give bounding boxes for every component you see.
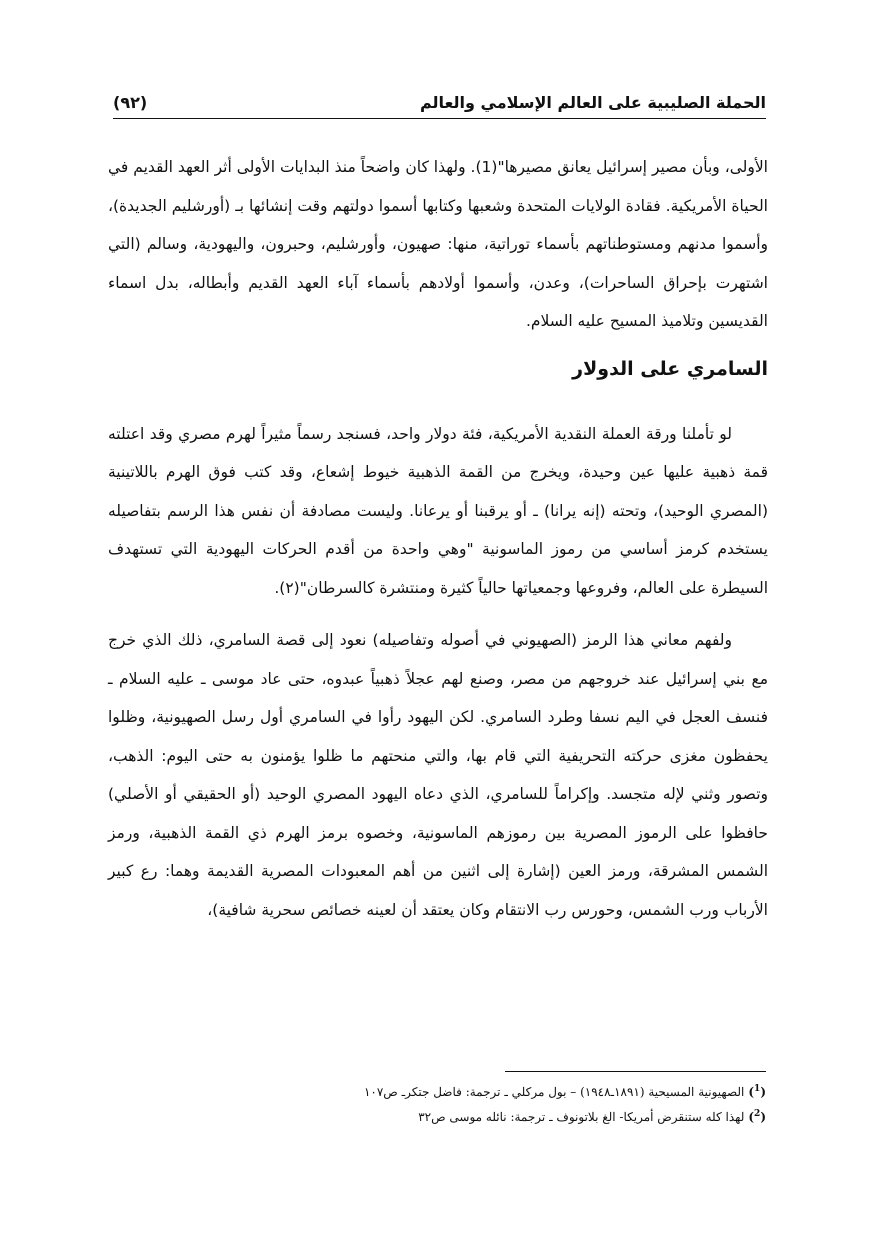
- footnotes: [200, 1078, 766, 1128]
- footnote-text: لهذا كله ستنقرض أمريكا- الغ بلاتونوف ـ ترجمة: نائله موسى ص٣٢: [418, 1110, 745, 1124]
- paragraph-continuation: الأولى، وبأن مصير إسرائيل يعانق مصيرها"(1). ولهذا كان واضحاً منذ البدايات الأولى أثر العهد القديم في الحياة الأمريكية. فقادة الولايات المتحدة وشعبها وكتابها أسموا دولتهم وقت إنشائها بـ (أورشليم الجديدة)، وأسموا مدنهم ومستوطناتهم بأسماء توراتية، منها: صهيون، وأورشليم، وحبرون، واليهودية، وسالم (التي اشتهرت بإحراق الساحرات)، وعدن، وأسموا أولادهم بأسماء آباء العهد القديم وأبطاله، بدل اسماء القديسين وتلاميذ المسيح عليه السلام.: [108, 158, 768, 330]
- section-heading: السامري على الدولار: [572, 357, 768, 380]
- paragraph-spacer: [108, 607, 768, 621]
- footnote-marker: ($^2$): [748, 1109, 766, 1124]
- footnote-2: [200, 1103, 766, 1128]
- footnote-marker: ($^1$): [748, 1084, 766, 1099]
- book-title: الحملة الصليبية على العالم الإسلامي والعالم: [419, 92, 766, 112]
- running-header: [113, 88, 766, 119]
- footnote-1: [200, 1078, 766, 1103]
- body-text: [108, 148, 768, 929]
- paragraph-dollar-symbol: لو تأملنا ورقة العملة النقدية الأمريكية، فئة دولار واحد، فسنجد رسماً مثيراً لهرم مصري وقد اعتلته قمة ذهبية عليها عين وحيدة، ويخرج من القمة الذهبية خيوط إشعاع، وقد كتب فوق الهرم باللاتينية (المصري الوحيد)، وتحته (إنه يرانا) ـ أو يرقبنا أو يرعانا. وليست مصادفة أن نفس هذا الرسم بتفاصيله يستخدم كرمز أساسي من رموز الماسونية "وهي واحدة من أقدم الحركات اليهودية التي تستهدف السيطرة على العالم، وفروعها وجمعياتها حالياً كثيرة ومنتشرة كالسرطان"(٢).: [108, 424, 768, 597]
- footnote-text: الصهيونية المسيحية (١٨٩١ـ١٩٤٨) – بول مركلي ـ ترجمة: فاضل جتكرـ ص١٠٧: [363, 1085, 745, 1099]
- footnote-divider: [505, 1071, 766, 1072]
- page-number: (٩٢): [113, 92, 148, 112]
- paragraph-samiri-story: ولفهم معاني هذا الرمز (الصهيوني في أصوله وتفاصيله) نعود إلى قصة السامري، ذلك الذي خرج مع بني إسرائيل عند خروجهم من مصر، وصنع لهم عجلاً ذهبياً عبدوه، حتى عاد موسى ـ عليه السلام ـ فنسف العجل في اليم نسفا وطرد السامري. لكن اليهود رأوا في السامري أول رسل الصهيونية، وظلوا يحفظون مغزى حركته التحريفية التي قام بها، والتي منحتهم ما ظلوا يؤمنون به حتى اليوم: الذهب، وتصور وثني لإله متجسد. وإكراماً للسامري، الذي دعاه اليهود المصري الوحيد (أو الحقيقي أو الأصلي) حافظوا على الرموز المصرية بين رموزهم الماسونية، وخصوه برمز الهرم ذي القمة الذهبية، ورمز الشمس المشرقة، ورمز العين (إشارة إلى اثنين من أهم المعبودات المصرية القديمة وهما: رع كبير الأرباب ورب الشمس، وحورس رب الانتقام وكان يعتقد أن لعينه خصائص سحرية شافية)،: [108, 631, 768, 919]
